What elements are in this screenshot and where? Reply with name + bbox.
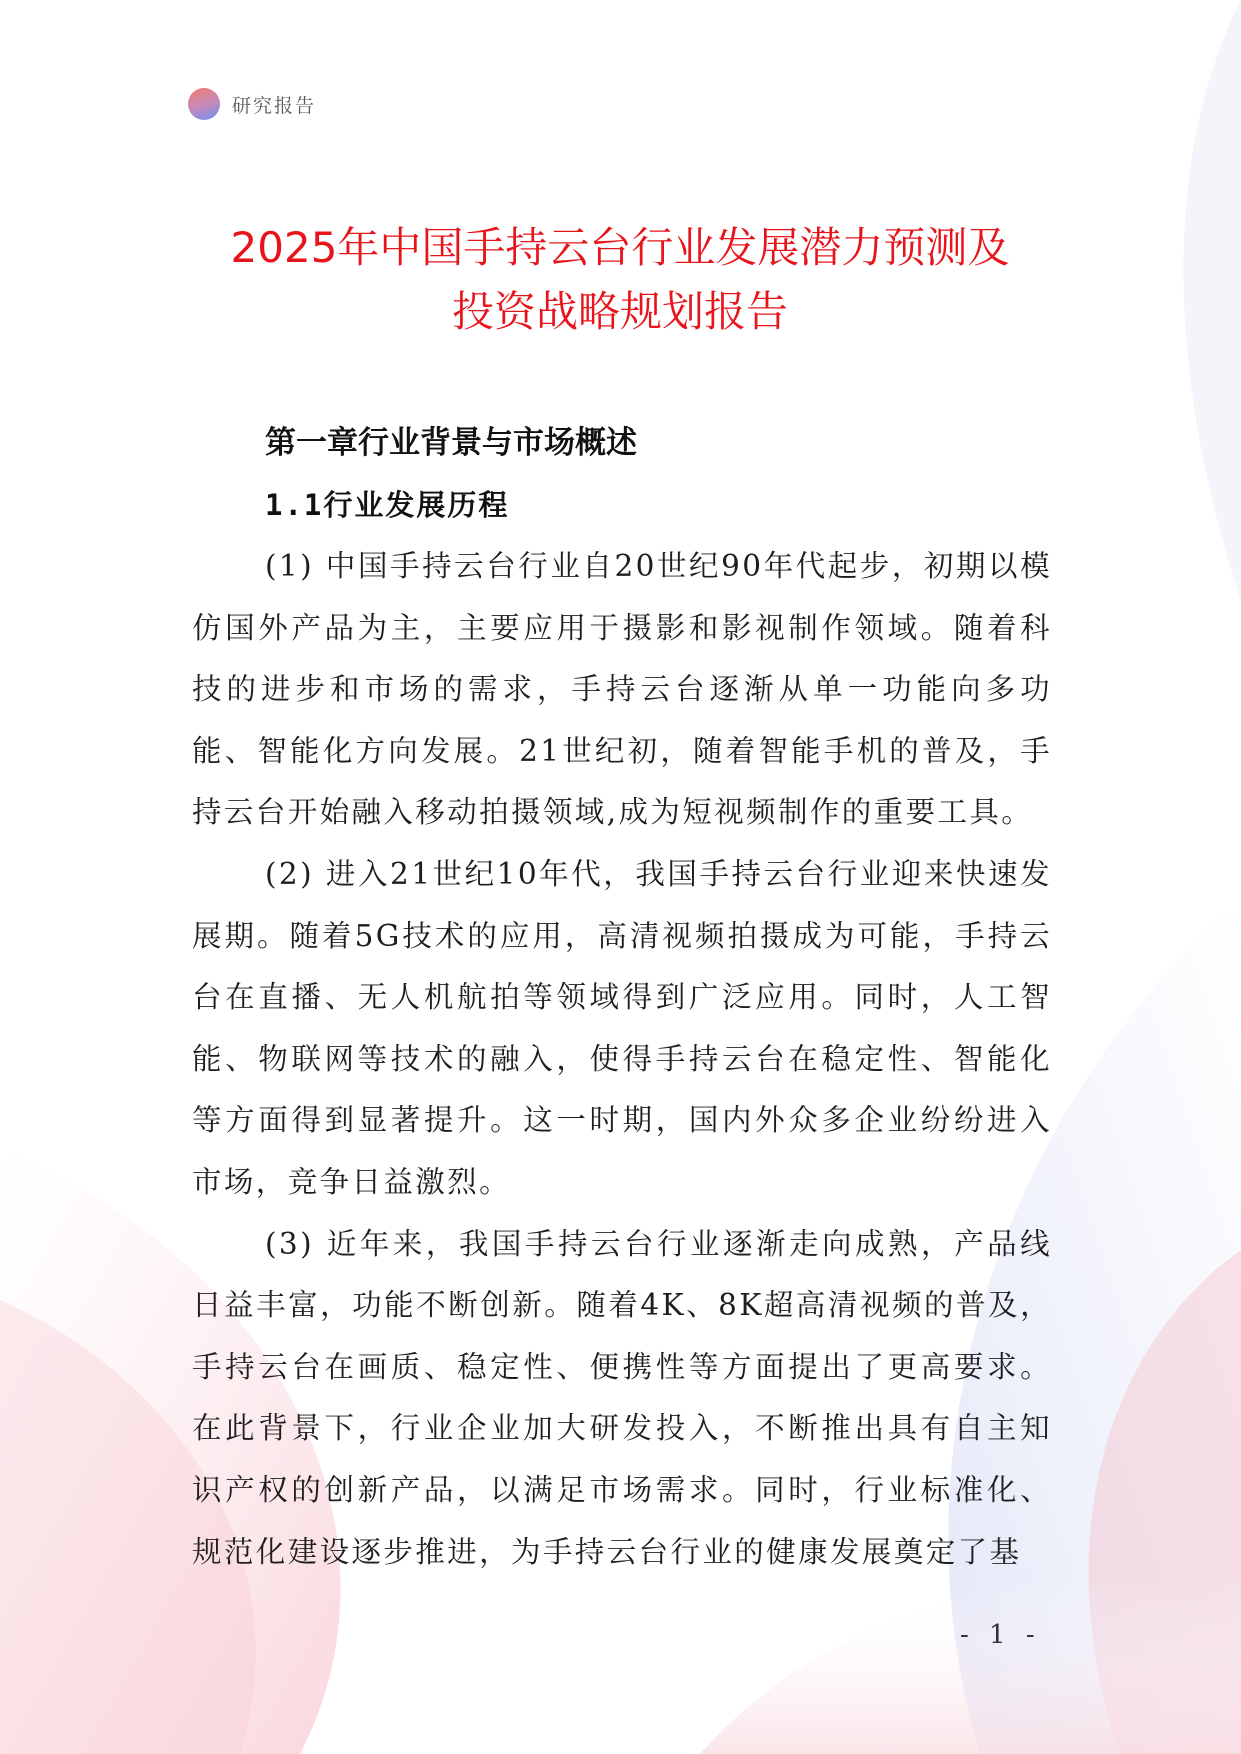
title-line-2: 投资战略规划报告 xyxy=(451,287,788,336)
paragraph-3: (3) 近年来，我国手持云台行业逐渐走向成熟，产品线日益丰富，功能不断创新。随着4K、8K超高清视频的普及，手持云台在画质、稳定性、便携性等方面提出了更高要求。在此背景下，行业企业加大研发投入，不断推出具有自主知识产权的创新产品，以满足市场需求。同时，行业标准化、规范化建设逐步推进，为手持云台行业的健康发展奠定了基 xyxy=(192,1226,1052,1569)
page-number: - 1 - xyxy=(960,1620,1041,1650)
document-body xyxy=(192,412,1052,1583)
report-header xyxy=(188,88,316,120)
chapter-heading: 第一章行业背景与市场概述 xyxy=(265,425,637,461)
paragraph-2: (2) 进入21世纪10年代，我国手持云台行业迎来快速发展期。随着5G技术的应用，高清视频拍摄成为可能，手持云台在直播、无人机航拍等领域得到广泛应用。同时，人工智能、物联网等技术的融入，使得手持云台在稳定性、智能化等方面得到显著提升。这一时期，国内外众多企业纷纷进入市场，竞争日益激烈。 xyxy=(192,856,1052,1199)
paragraph-1: (1) 中国手持云台行业自20世纪90年代起步，初期以模仿国外产品为主，主要应用于摄影和影视制作领域。随着科技的进步和市场的需求，手持云台逐渐从单一功能向多功能、智能化方向发展。21世纪初，随着智能手机的普及，手持云台开始融入移动拍摄领域,成为短视频制作的重要工具。 xyxy=(192,549,1052,830)
document-title xyxy=(160,216,1080,344)
header-label: 研究报告 xyxy=(232,94,317,117)
title-line-1: 2025年中国手持云台行业发展潜力预测及 xyxy=(230,223,1010,272)
logo-icon xyxy=(188,88,220,120)
section-heading: 1.1行业发展历程 xyxy=(265,488,510,522)
